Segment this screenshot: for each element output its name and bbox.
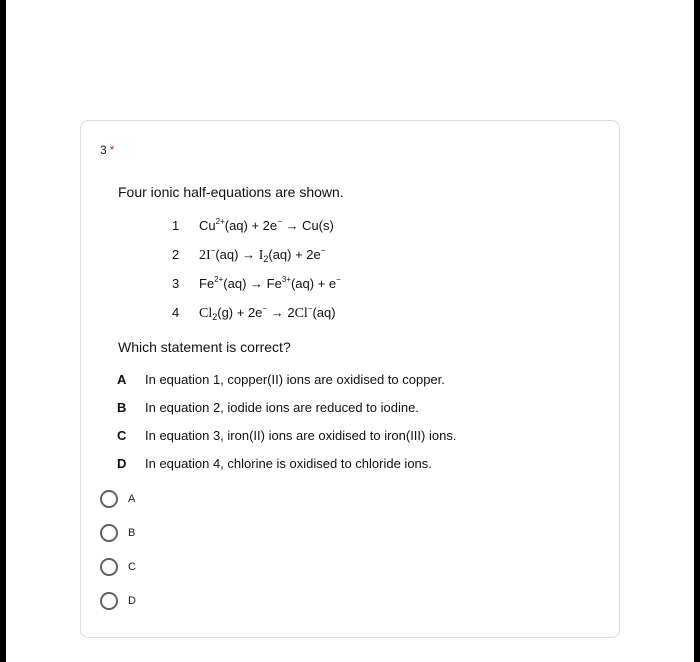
equation-part: − (307, 304, 313, 313)
equation-part: 2 (212, 312, 218, 322)
equation-3 (199, 276, 341, 292)
radio-d[interactable] (100, 592, 118, 610)
radio-b[interactable] (100, 524, 118, 542)
equation-part: I (258, 248, 264, 263)
equation-part: − (336, 275, 341, 284)
equation-4 (199, 305, 336, 322)
question-ask: Which statement is correct? (118, 339, 291, 355)
choice-b[interactable] (100, 524, 260, 544)
equation-1 (199, 218, 334, 234)
equation-part: (aq) + 2e (224, 218, 278, 233)
equation-part: − (320, 246, 326, 255)
equation-number: 4 (172, 305, 180, 320)
equation-part: − (210, 246, 216, 255)
equation-part: (aq) → Fe (223, 276, 282, 291)
option-letter-a: A (117, 372, 127, 387)
required-asterisk: * (109, 143, 115, 157)
option-text-a: In equation 1, copper(II) ions are oxidised to copper. (145, 372, 445, 387)
option-letter-d: D (117, 456, 127, 471)
equation-part: → 2 (267, 305, 295, 320)
choice-d[interactable] (100, 592, 260, 612)
equation-part: 2+ (214, 275, 224, 284)
equation-part: − (262, 304, 268, 313)
option-letter-b: B (117, 400, 127, 415)
choice-label-a: A (128, 493, 136, 505)
radio-c[interactable] (100, 558, 118, 576)
option-text-b: In equation 2, iodide ions are reduced to iodine. (145, 400, 419, 415)
equation-part: (aq) (312, 305, 336, 320)
equation-part: Cl (294, 306, 308, 321)
option-text-c: In equation 3, iron(II) ions are oxidised to iron(III) ions. (145, 428, 457, 443)
equation-2 (199, 247, 325, 264)
equation-part: 2I (199, 248, 211, 263)
radio-a[interactable] (100, 490, 118, 508)
question-number-text: 3 (100, 143, 107, 157)
equation-part: (g) + 2e (217, 305, 263, 320)
choice-label-b: B (128, 527, 136, 539)
equation-part: (aq) → (215, 247, 259, 262)
equation-part: → Cu(s) (281, 218, 334, 233)
choice-label-d: D (128, 595, 136, 607)
equation-number: 1 (172, 218, 180, 233)
choice-a[interactable] (100, 490, 260, 510)
choice-label-c: C (128, 561, 136, 573)
option-letter-c: C (117, 428, 127, 443)
equation-part: − (277, 217, 282, 226)
equation-part: (aq) + 2e (268, 247, 321, 262)
equation-number: 3 (172, 276, 180, 291)
equation-part: 3+ (281, 275, 291, 284)
question-intro: Four ionic half-equations are shown. (118, 184, 344, 200)
option-text-d: In equation 4, chlorine is oxidised to chloride ions. (145, 456, 432, 471)
equation-part: 2 (263, 254, 269, 264)
choice-c[interactable] (100, 558, 260, 578)
equation-part: (aq) + e (290, 276, 337, 291)
equation-part: Cu (199, 218, 216, 233)
equation-number: 2 (172, 247, 180, 262)
equation-part: Fe (199, 276, 215, 291)
equation-part: 2+ (215, 217, 225, 226)
equation-part: Cl (199, 306, 213, 321)
